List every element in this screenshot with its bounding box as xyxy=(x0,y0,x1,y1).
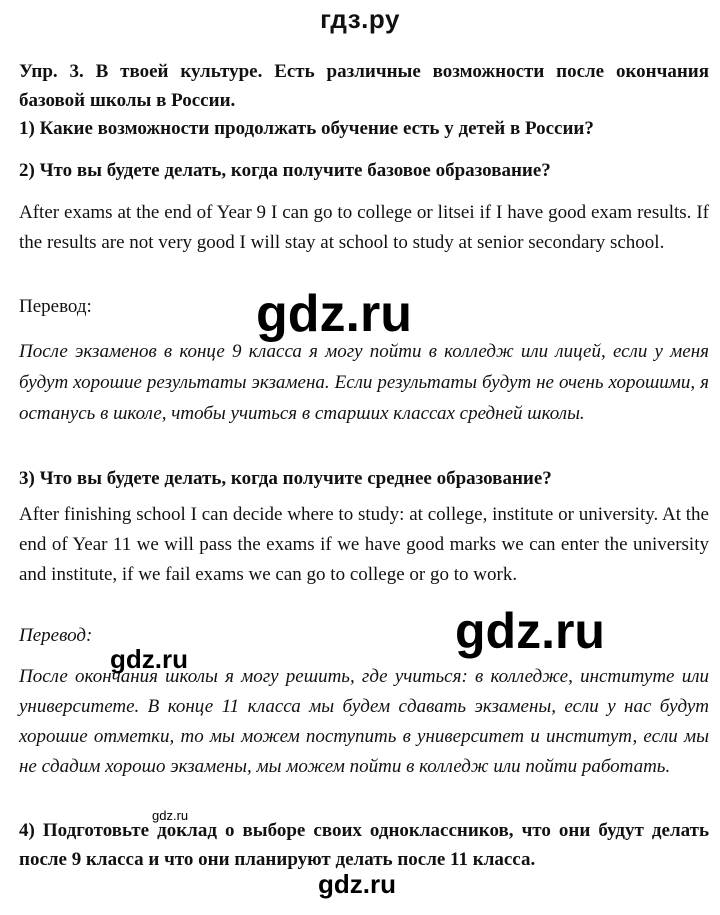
watermark: gdz.ru xyxy=(318,869,396,899)
exercise-title: Упр. 3. В твоей культуре. Есть различные возможности после окончания базовой школы в России. xyxy=(19,61,709,111)
watermark: gdz.ru xyxy=(455,603,605,659)
watermark: gdz.ru xyxy=(110,644,188,674)
question-1: 1) Какие возможности продолжать обучение есть у детей в России? xyxy=(19,118,594,139)
translation-label-1: Перевод: xyxy=(19,296,92,317)
translation-label-2: Перевод: xyxy=(19,625,93,646)
question-4: 4) Подготовьте доклад о выборе своих одноклассников, что они будут делать после 9 класса и что они планируют делать после 11 класса. xyxy=(19,820,709,870)
question-3: 3) Что вы будете делать, когда получите среднее образование? xyxy=(19,468,552,489)
answer-2-english: After exams at the end of Year 9 I can go to college or litsei if I have good exam results. If the results are not very good I will stay at school to study at senior secondary school. xyxy=(19,202,709,253)
answer-3-english: After finishing school I can decide where to study: at college, institute or university. At the end of Year 11 we will pass the exams if we have good marks we can enter the university and institute, if we fail exams we can go to college or go to work. xyxy=(19,504,709,585)
site-header: гдз.ру xyxy=(320,4,400,34)
translation-3-russian: После окончания школы я могу решить, где учиться: в колледже, институте или университете. В конце 11 класса мы будем сдавать экзамены, если у нас будут хорошие отметки, то мы можем поступить в университет и институт, если мы не сдадим хорошо экзамены, мы можем пойти в колледж или пойти работать. xyxy=(19,666,709,777)
watermark: gdz.ru xyxy=(256,285,412,343)
watermark: gdz.ru xyxy=(152,808,189,823)
translation-2-russian: После экзаменов в конце 9 класса я могу пойти в колледж или лицей, если у меня будут хорошие результаты экзамена. Если результаты будут не очень хорошими, я останусь в школе, чтобы учиться в старших классах средней школы. xyxy=(19,341,709,424)
question-2: 2) Что вы будете делать, когда получите базовое образование? xyxy=(19,160,551,181)
